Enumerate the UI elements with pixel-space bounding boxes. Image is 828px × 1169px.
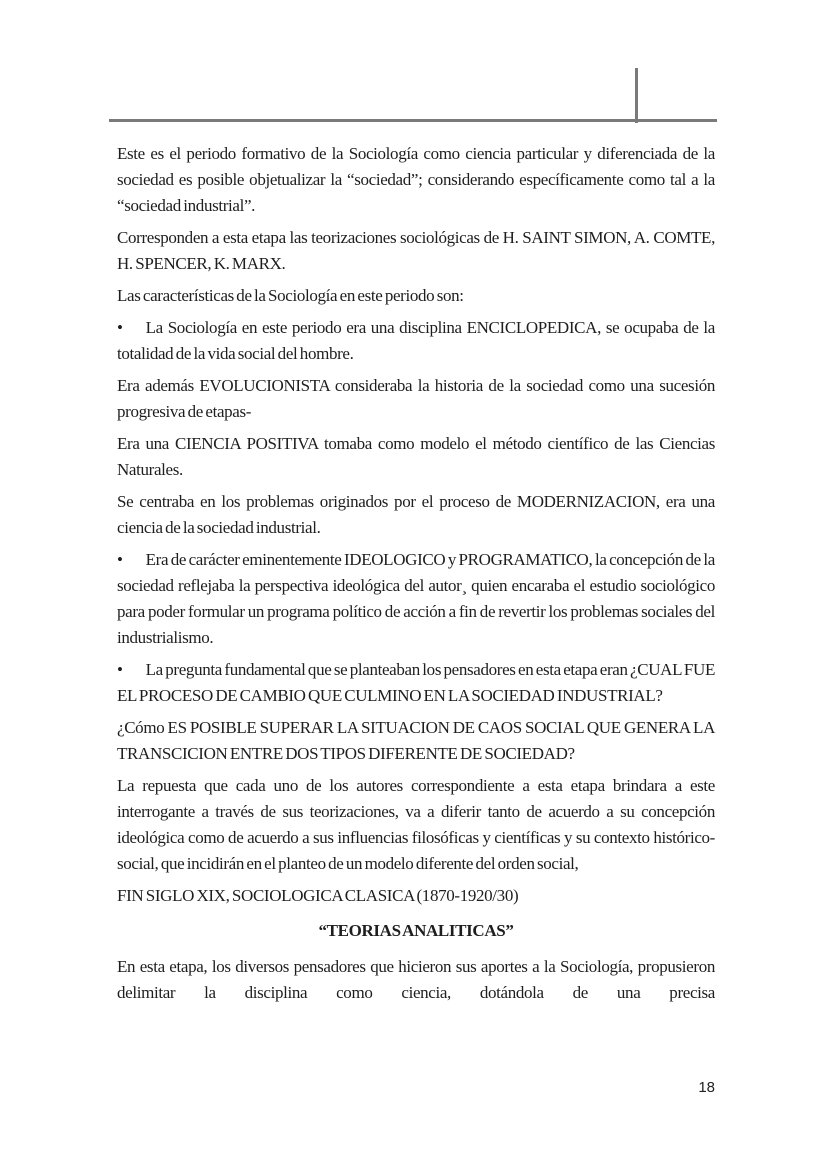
- header-rule: [109, 119, 717, 122]
- paragraph: Este es el periodo formativo de la Sociología como ciencia particular y diferenciada de la sociedad es posible objetualizar la “sociedad”; considerando específicamente como tal a la “sociedad industrial”.: [117, 144, 715, 215]
- paragraph: Se centraba en los problemas originados por el proceso de MODERNIZACION, era una ciencia de la sociedad industrial.: [117, 492, 715, 537]
- bullet-paragraph: [117, 657, 715, 709]
- paragraph: FIN SIGLO XIX, SOCIOLOGICA CLASICA (1870-1920/30): [117, 886, 519, 905]
- paragraph: En esta etapa, los diversos pensadores que hicieron sus aportes a la Sociología, propusieron delimitar la disciplina como ciencia, dotándola de una precisa: [117, 957, 715, 1002]
- paragraph: La repuesta que cada uno de los autores correspondiente a esta etapa brindara a este interrogante a través de sus teorizaciones, va a diferir tanto de acuerdo a su concepción ideológica como de acuerdo a sus influencias filosóficas y científicas y su contexto histórico-social, que incidirán en el planteo de un modelo diferente del orden social,: [117, 776, 715, 873]
- header-vertical-mark: [635, 68, 638, 123]
- body-text: [117, 141, 715, 1012]
- bullet-marker: •: [117, 660, 123, 679]
- section-heading: “TEORIAS ANALITICAS”: [318, 921, 514, 940]
- paragraph: Corresponden a esta etapa las teorizaciones sociológicas de H. SAINT SIMON, A. COMTE, H. SPENCER, K. MARX.: [117, 228, 715, 273]
- paragraph: Era además EVOLUCIONISTA consideraba la historia de la sociedad como una sucesión progresiva de etapas-: [117, 376, 715, 421]
- paragraph-text: La Sociología en este periodo era una disciplina ENCICLOPEDICA, se ocupaba de la totalidad de la vida social del hombre.: [117, 318, 715, 363]
- paragraph-text: La pregunta fundamental que se planteaban los pensadores en esta etapa eran ¿CUAL FUE EL PROCESO DE CAMBIO QUE CULMINO EN LA SOCIEDAD INDUSTRIAL?: [117, 660, 715, 705]
- bullet-marker: •: [117, 550, 123, 569]
- paragraph: ¿Cómo ES POSIBLE SUPERAR LA SITUACION DE CAOS SOCIAL QUE GENERA LA TRANSCICION ENTRE DOS TIPOS DIFERENTE DE SOCIEDAD?: [117, 718, 715, 763]
- page-number: 18: [698, 1079, 715, 1096]
- bullet-marker: •: [117, 318, 123, 337]
- paragraph-text: Era de carácter eminentemente IDEOLOGICO y PROGRAMATICO, la concepción de la sociedad reflejaba la perspectiva ideológica del autor¸ quien encaraba el estudio sociológico para poder formular un programa político de acción a fin de revertir los problemas sociales del industrialismo.: [117, 550, 715, 647]
- paragraph: Las características de la Sociología en este periodo son:: [117, 286, 464, 305]
- bullet-paragraph: [117, 315, 715, 367]
- bullet-paragraph: [117, 547, 715, 651]
- paragraph: Era una CIENCIA POSITIVA tomaba como modelo el método científico de las Ciencias Naturales.: [117, 434, 715, 479]
